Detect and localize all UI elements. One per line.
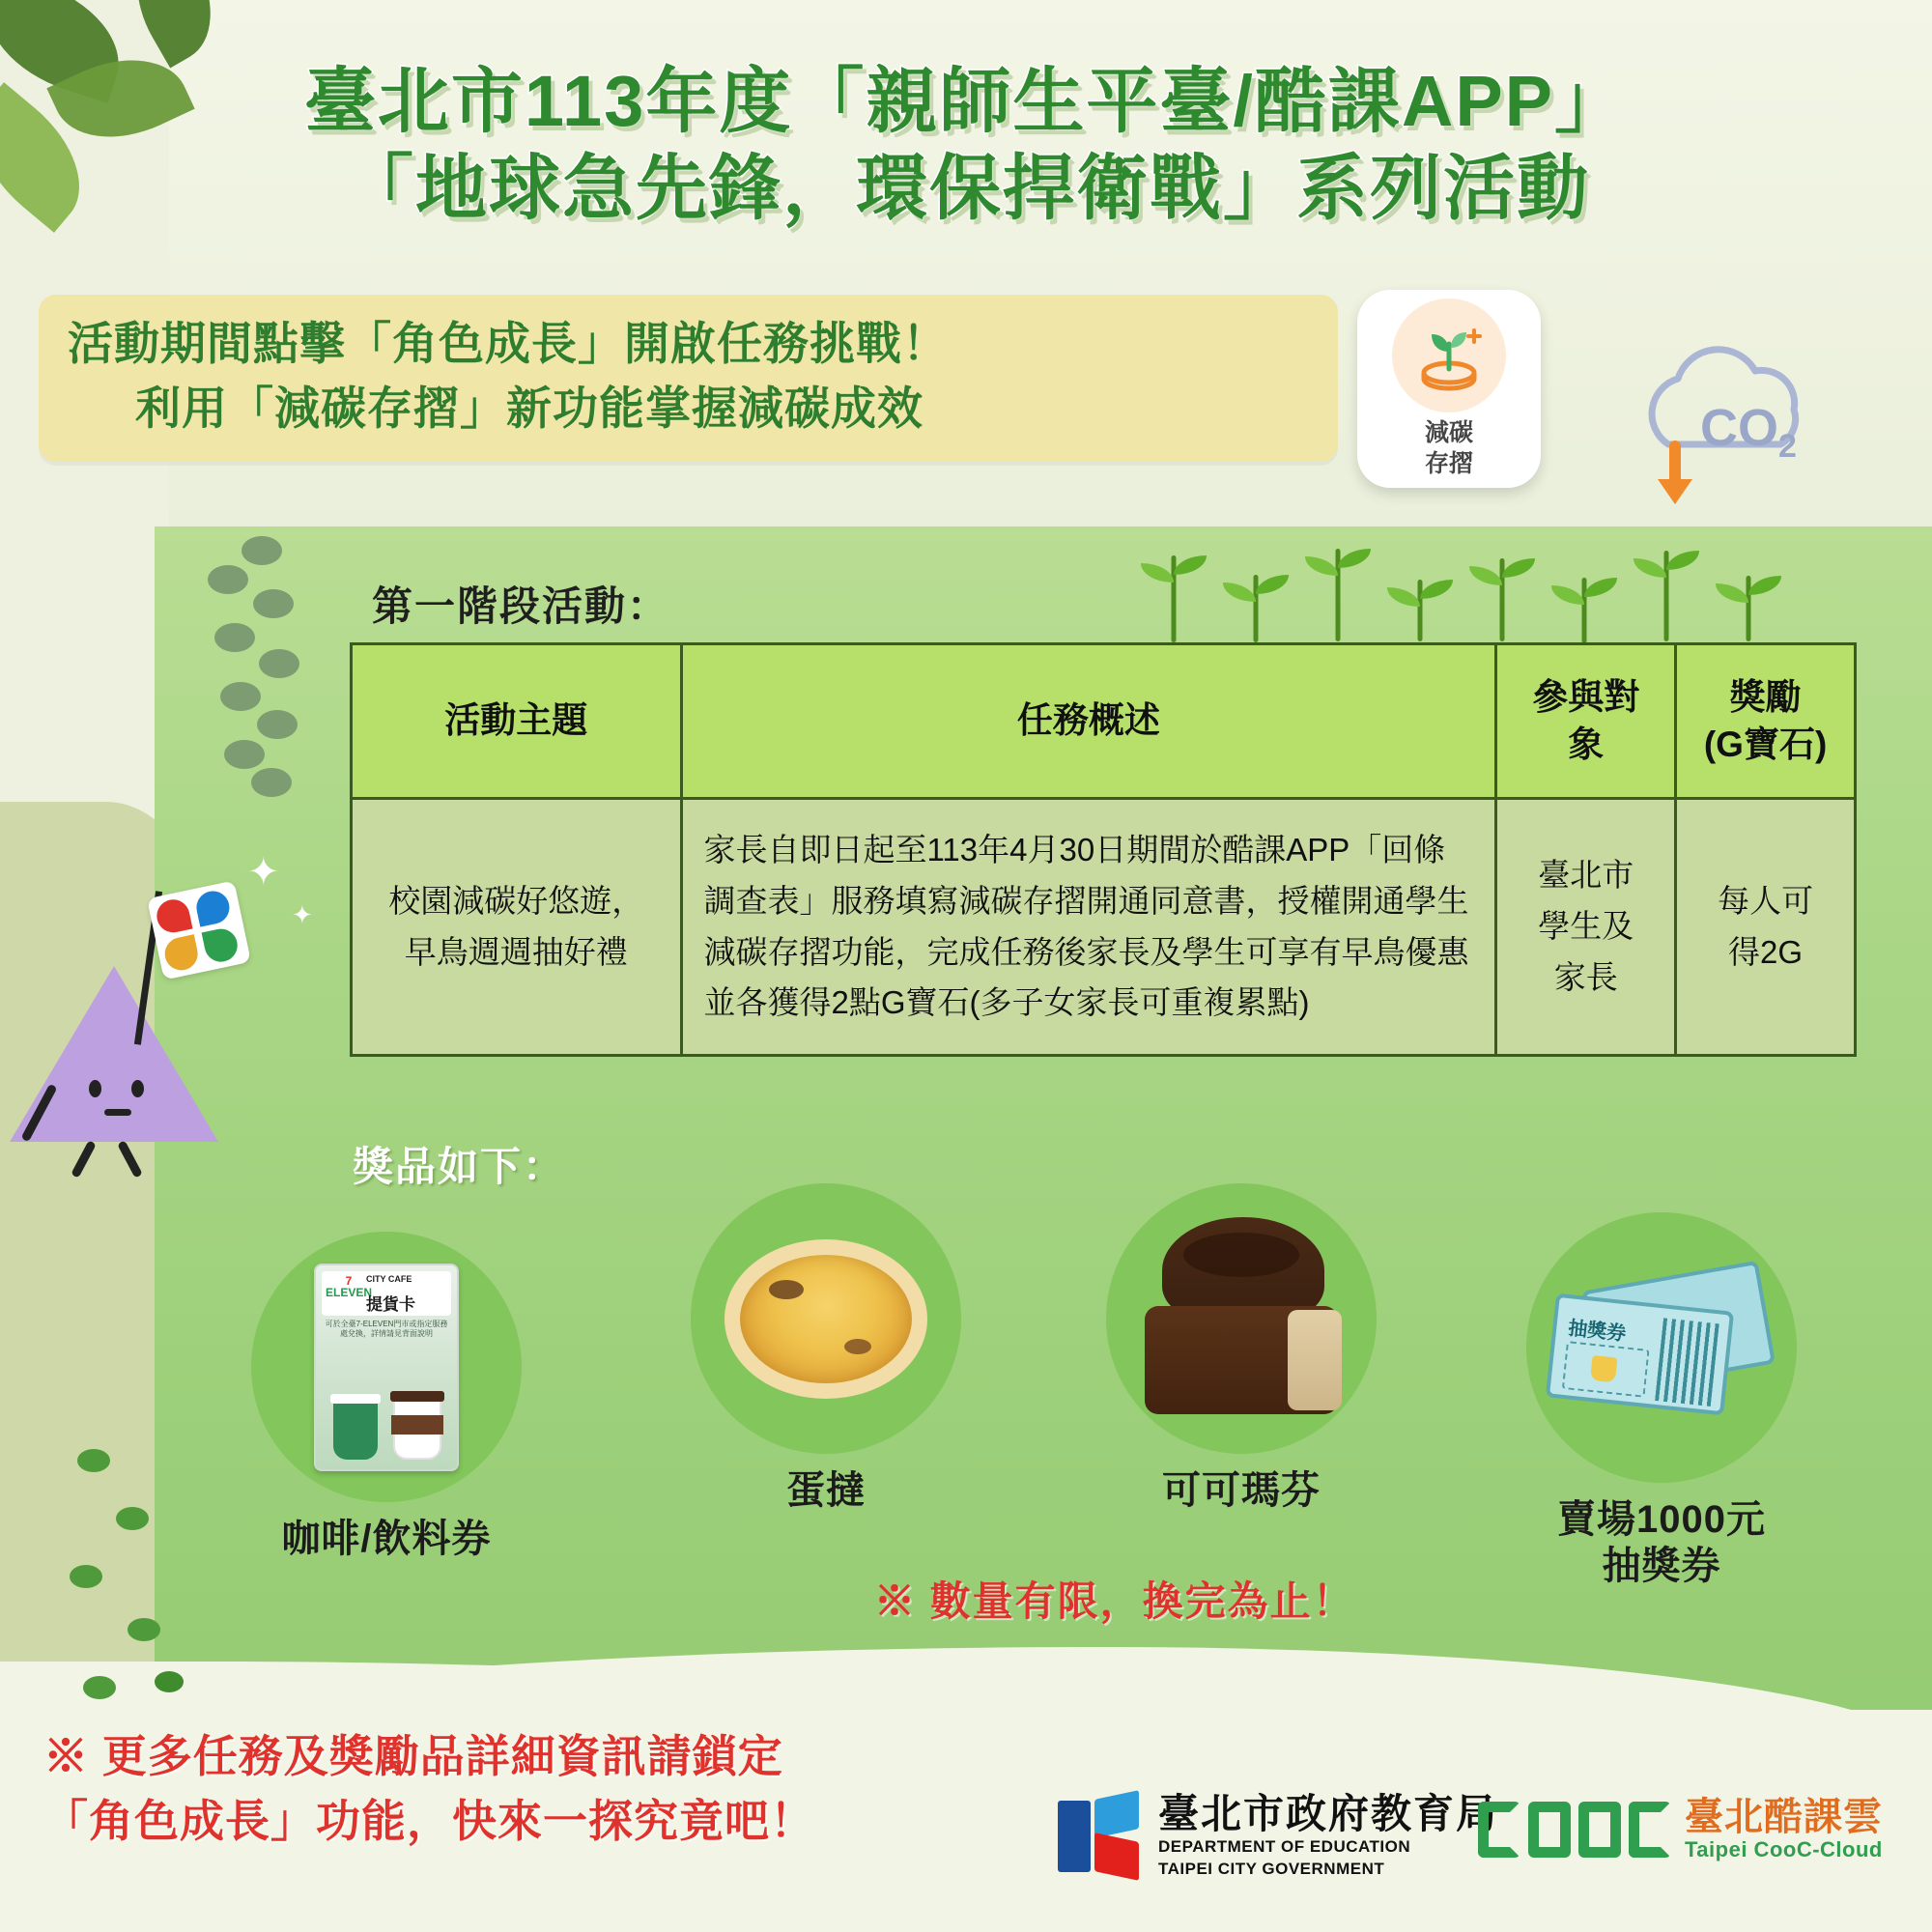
raffle-ticket-icon xyxy=(1550,1275,1773,1420)
prize-name: 可可瑪芬 xyxy=(1162,1469,1321,1512)
stage-label: 第一階段活動： xyxy=(372,583,670,629)
gift-card-brand-eleven: ELEVEN xyxy=(326,1285,373,1299)
title-line-2: 「地球急先鋒，環保捍衛戰」系列活動 xyxy=(342,148,1590,229)
sprout-icon xyxy=(1145,555,1203,642)
gift-card-city-cafe: CITY CAFE xyxy=(366,1273,412,1284)
sparkle-icon: ✦ xyxy=(247,851,280,894)
table-cell-audience-line1: 臺北市 xyxy=(1538,857,1634,894)
table-cell-theme-line2: 早鳥週週抽好禮 xyxy=(404,933,628,970)
subtitle-line-2: 利用「減碳存摺」新功能掌握減碳成效 xyxy=(135,382,923,434)
co2-reduction-icon xyxy=(1615,338,1847,522)
prize-section-label: 獎品如下： xyxy=(353,1144,566,1189)
subtitle-line-1: 活動期間點擊「角色成長」開啟任務挑戰！ xyxy=(68,318,949,369)
table-row xyxy=(352,799,1856,1056)
prize-circle xyxy=(691,1183,961,1454)
raffle-ticket-label: 抽獎券 xyxy=(1567,1318,1628,1346)
sprout-icon xyxy=(1637,551,1695,641)
sprout-coin-icon xyxy=(1392,298,1506,412)
table-header-reward xyxy=(1676,644,1856,799)
table-header-reward-line1: 獎勵 xyxy=(1729,677,1802,718)
table-header-row xyxy=(352,644,1856,799)
table-cell-theme xyxy=(352,799,682,1056)
prize-circle xyxy=(1526,1212,1797,1483)
sparkle-icon: ✦ xyxy=(292,900,313,929)
footer-note xyxy=(43,1724,1058,1853)
subtitle-banner xyxy=(39,295,1338,462)
poster-title xyxy=(0,58,1932,233)
table-header-audience xyxy=(1496,644,1676,799)
prize-name: 蛋撻 xyxy=(786,1469,866,1512)
sprout-icon xyxy=(1227,575,1285,642)
prize-name: 咖啡/飲料券 xyxy=(281,1518,492,1560)
table-cell-reward-line1: 每人可 xyxy=(1718,882,1814,919)
cooc-name-en: Taipei CooC-Cloud xyxy=(1685,1837,1883,1861)
egg-tart-icon xyxy=(724,1239,927,1399)
table-cell-audience-line2: 學生及 xyxy=(1538,908,1634,945)
prize-circle xyxy=(1106,1183,1377,1454)
sprout-icon xyxy=(1719,576,1777,641)
gift-card-icon xyxy=(314,1264,459,1471)
cocoa-muffin-icon xyxy=(1135,1217,1348,1420)
cooc-mark-icon xyxy=(1478,1802,1671,1858)
limited-quantity-note: ※ 數量有限，換完為止！ xyxy=(874,1578,1355,1624)
gift-card-fine-print: 可於全臺7-ELEVEN門市或指定服務處兌換，詳情請見背面說明 xyxy=(325,1319,448,1339)
app-card-label-line1: 減碳 xyxy=(1424,419,1473,447)
table-cell-description: 家長自即日起至113年4月30日期間於酷課APP「回條調查表」服務填寫減碳存摺開通同意書，授權開通學生減碳存摺功能，完成任務後家長及學生可享有早鳥優惠並各獲得2點G寶石(多子女家長可重複累點) xyxy=(681,799,1496,1056)
triangle-mascot xyxy=(10,851,313,1159)
prize-name xyxy=(1526,1496,1797,1589)
sprout-icon xyxy=(1555,578,1613,643)
table-header-audience-line2: 象 xyxy=(1568,724,1605,764)
prize-name-line1: 賣場1000元 xyxy=(1557,1498,1766,1541)
department-of-education-logo xyxy=(1058,1792,1498,1881)
doe-mark-icon xyxy=(1058,1795,1141,1878)
gift-card-title: 提貨卡 xyxy=(366,1294,415,1314)
table-cell-theme-line1: 校園減碳好悠遊， xyxy=(388,882,644,919)
sprout-icon xyxy=(1391,580,1449,641)
cooc-name-zh: 臺北酷課雲 xyxy=(1685,1796,1883,1838)
table-header-description: 任務概述 xyxy=(681,644,1496,799)
activity-table xyxy=(350,642,1857,1057)
doe-name-zh: 臺北市政府教育局 xyxy=(1158,1791,1499,1836)
footer-note-line1: ※ 更多任務及獎勵品詳細資訊請鎖定 xyxy=(43,1731,783,1781)
doe-name-en-line1: DEPARTMENT OF EDUCATION xyxy=(1158,1837,1411,1857)
sprout-icon xyxy=(1473,558,1531,641)
co2-label: $CO_2$ xyxy=(1700,399,1797,465)
table-cell-reward-line2: 得2G xyxy=(1728,933,1804,970)
prize-item-cocoa-muffin xyxy=(1106,1183,1377,1514)
doe-name-en-line2: TAIPEI CITY GOVERNMENT xyxy=(1158,1860,1385,1879)
app-card-label xyxy=(1425,418,1473,479)
table-cell-reward xyxy=(1676,799,1856,1056)
table-cell-audience-line3: 家長 xyxy=(1553,958,1618,995)
prize-item-coffee-voucher xyxy=(251,1232,522,1562)
carbon-passbook-app-icon-card[interactable] xyxy=(1357,290,1541,488)
prize-name-line2: 抽獎券 xyxy=(1602,1545,1721,1587)
cooc-cloud-logo xyxy=(1478,1797,1883,1862)
gift-card-brand-7: 7 xyxy=(345,1273,353,1288)
title-line-1: 臺北市113年度「親師生平臺/酷課APP」 xyxy=(303,61,1629,141)
table-header-reward-line2: (G寶石) xyxy=(1703,724,1828,764)
prize-item-raffle-ticket xyxy=(1526,1212,1797,1589)
table-cell-audience xyxy=(1496,799,1676,1056)
prize-circle xyxy=(251,1232,522,1502)
sprout-icon xyxy=(1309,549,1367,641)
prize-item-egg-tart xyxy=(691,1183,961,1514)
table-header-theme: 活動主題 xyxy=(352,644,682,799)
footer-note-line2: 「角色成長」功能，快來一探究竟吧！ xyxy=(43,1795,815,1846)
app-card-label-line2: 存摺 xyxy=(1424,449,1473,477)
table-header-audience-line1: 參與對 xyxy=(1532,677,1640,718)
